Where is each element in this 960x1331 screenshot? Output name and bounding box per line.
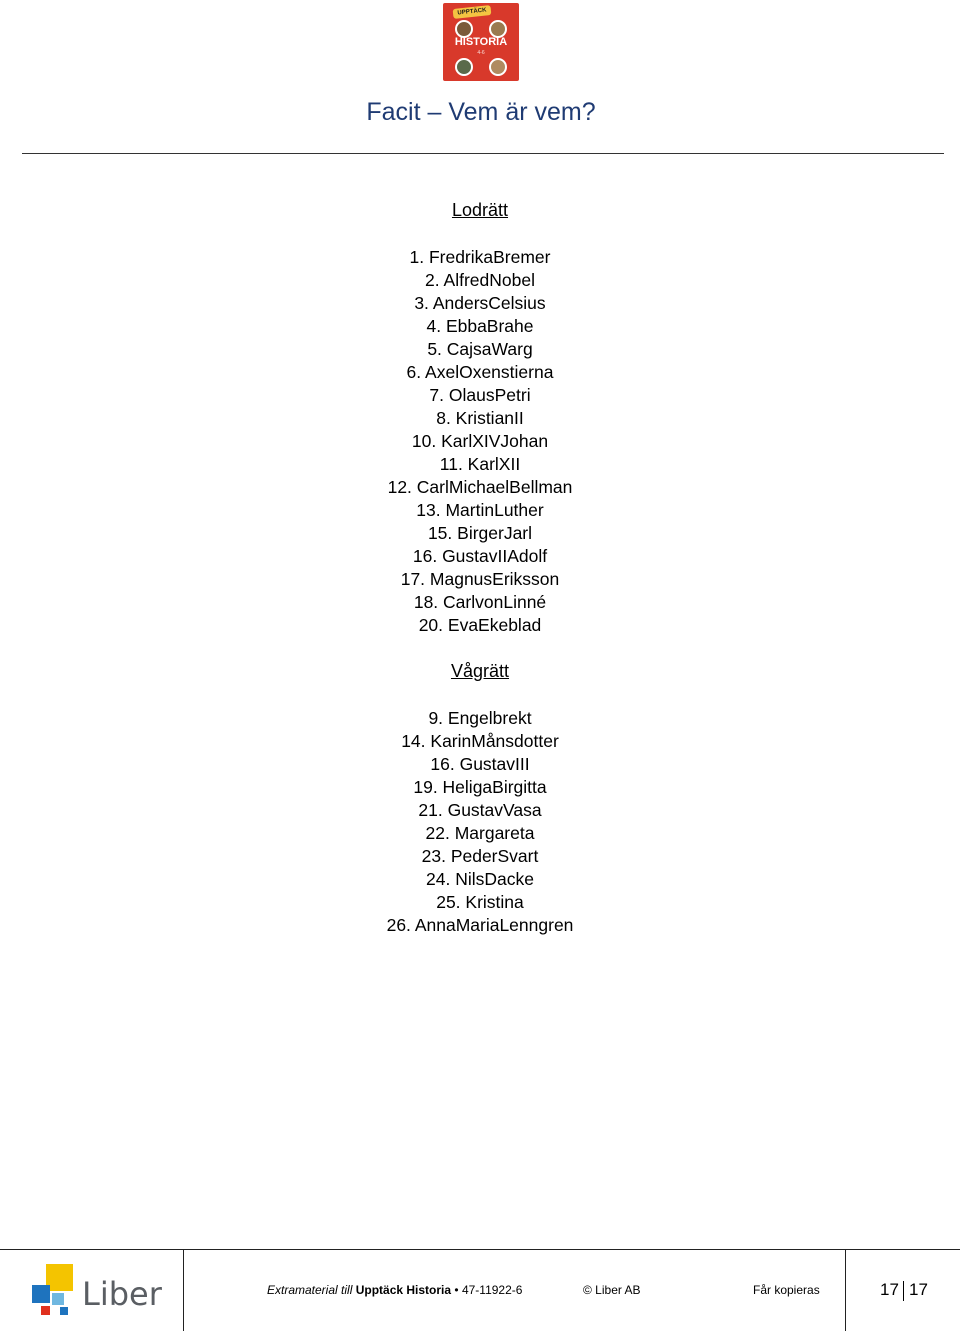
title-divider: [22, 153, 944, 154]
cover-brand: UPPTÄCK: [453, 5, 492, 19]
logo-square-red: [41, 1306, 50, 1315]
answer-list-vagratt: [0, 707, 960, 937]
footer-permission: Får kopieras: [753, 1283, 820, 1297]
answer-item: 26. AnnaMariaLenngren: [386, 915, 574, 935]
footer-separator: [845, 1249, 846, 1331]
answer-item: 25. Kristina: [436, 892, 524, 912]
page-total: 17: [909, 1280, 928, 1299]
answer-item: 6. AxelOxenstierna: [406, 362, 554, 382]
logo-square-blue-small: [60, 1307, 68, 1315]
answer-item: 9. Engelbrekt: [428, 708, 532, 728]
answer-item: 2. AlfredNobel: [425, 270, 535, 290]
footer-copyright: © Liber AB: [583, 1283, 641, 1297]
footer-source: [267, 1283, 522, 1297]
answer-item: 4. EbbaBrahe: [426, 316, 534, 336]
answer-item: 15. BirgerJarl: [427, 523, 533, 543]
answer-item: 18. CarlvonLinné: [413, 592, 547, 612]
answer-item: 16. GustavIIAdolf: [412, 546, 548, 566]
logo-square-cyan: [52, 1293, 64, 1305]
book-cover-image: [443, 3, 519, 81]
section-heading-lodratt: Lodrätt: [451, 200, 509, 220]
answer-item: 1. FredrikaBremer: [409, 247, 551, 267]
answer-item: 20. EvaEkeblad: [418, 615, 542, 635]
page-number-separator: [903, 1281, 904, 1301]
cover-portrait: [489, 58, 507, 76]
answer-item: 12. CarlMichaelBellman: [387, 477, 573, 497]
answer-item: 23. PederSvart: [421, 846, 539, 866]
answer-item: 24. NilsDacke: [426, 869, 534, 889]
page-title: Facit – Vem är vem?: [366, 98, 596, 126]
answer-item: 10. KarlXIVJohan: [411, 431, 549, 451]
answer-item: 7. OlausPetri: [429, 385, 531, 405]
answer-item: 5. CajsaWarg: [427, 339, 533, 359]
cover-portrait: [455, 58, 473, 76]
logo-square-blue: [32, 1285, 50, 1303]
answer-item: 22. Margareta: [425, 823, 535, 843]
answer-item: 19. HeligaBirgitta: [413, 777, 547, 797]
answer-list-lodratt: [0, 246, 960, 637]
answer-item: 16. GustavIII: [430, 754, 530, 774]
liber-logo-text: Liber: [82, 1275, 162, 1313]
section-heading-vagratt: Vågrätt: [450, 661, 510, 681]
answer-item: 14. KarinMånsdotter: [401, 731, 559, 751]
footer-divider: [0, 1249, 960, 1250]
footer-separator: [183, 1249, 184, 1331]
footer-isbn: • 47-11922-6: [454, 1283, 523, 1297]
footer-book-title: Upptäck Historia: [355, 1283, 452, 1297]
answer-item: 11. KarlXII: [439, 454, 521, 474]
answer-item: 8. KristianII: [436, 408, 524, 428]
answer-item: 17. MagnusEriksson: [400, 569, 560, 589]
logo-square-yellow: [46, 1264, 73, 1291]
cover-title: HISTORIA: [454, 36, 508, 48]
answer-item: 13. MartinLuther: [416, 500, 544, 520]
page-number: 17: [880, 1280, 899, 1299]
answer-item: 21. GustavVasa: [418, 800, 542, 820]
footer-extramaterial: Extramaterial till: [267, 1283, 353, 1297]
cover-subtitle: 4-6: [477, 50, 485, 56]
answer-item: 3. AndersCelsius: [414, 293, 546, 313]
